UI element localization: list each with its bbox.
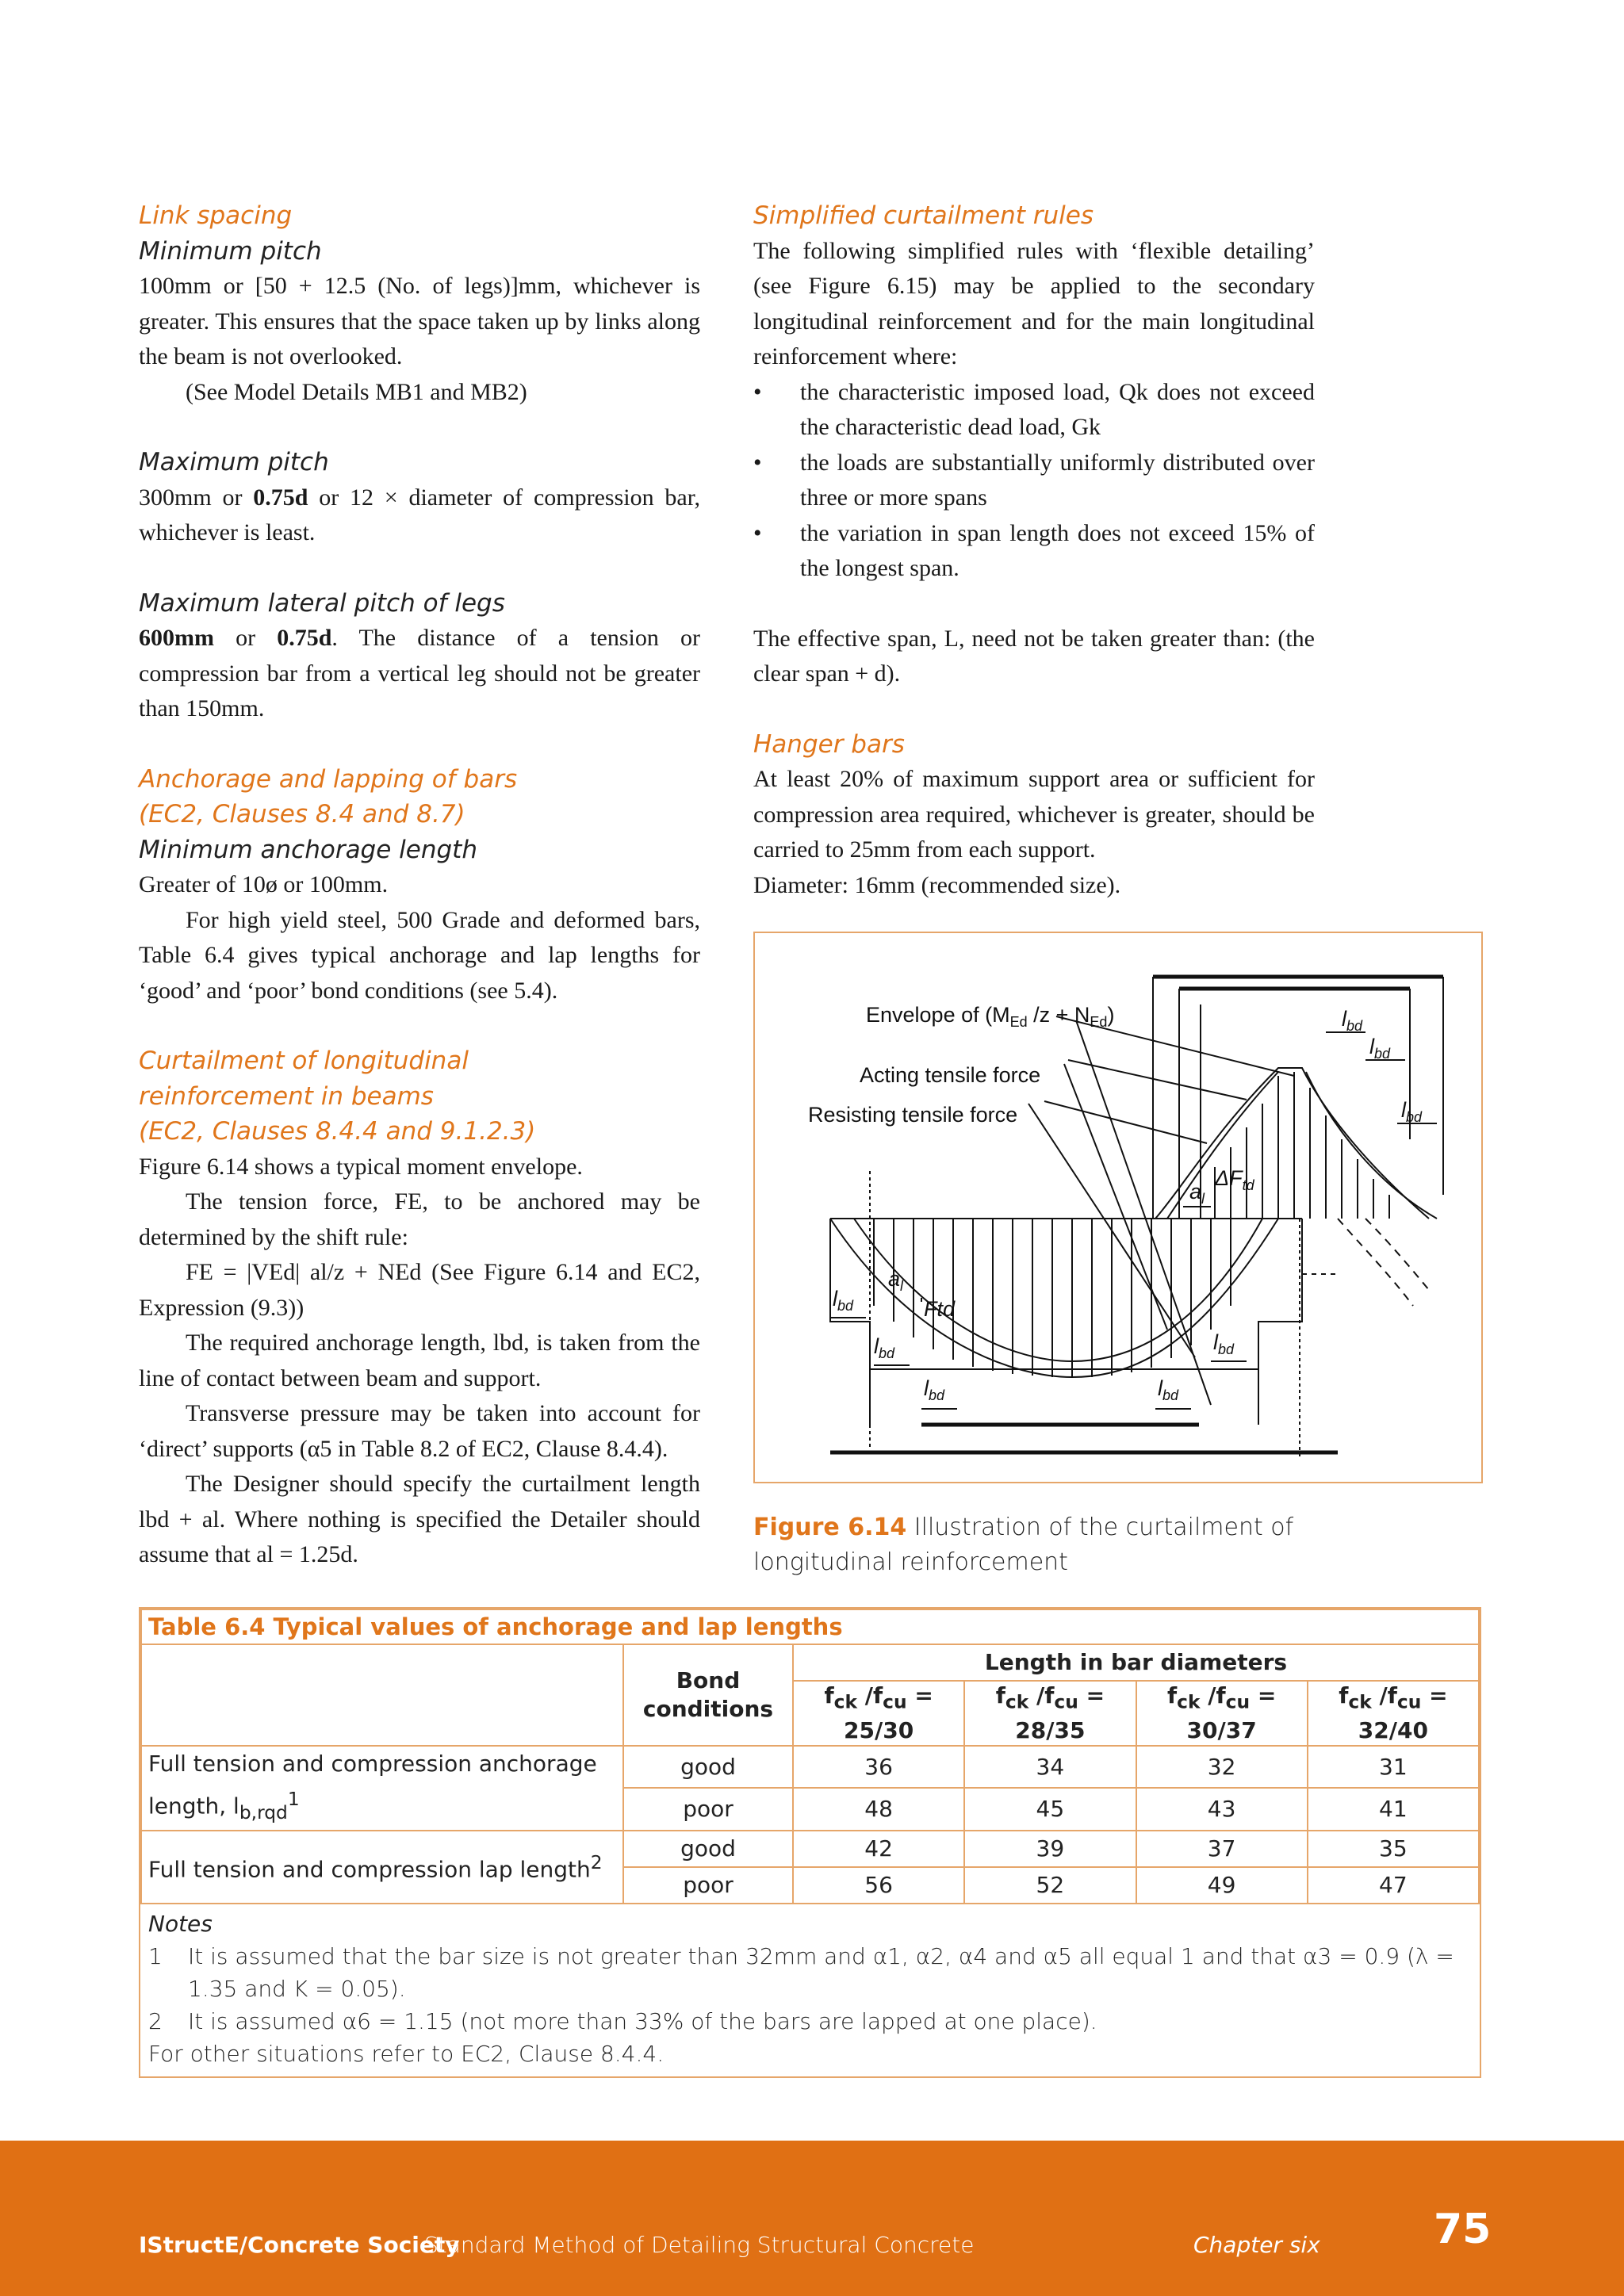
shift-rule-formula: FE = |VEd| al/z + NEd (See Figure 6.14 and EC2, Expression (9.3)) [139,1259,700,1321]
envelope-label: Envelope of ($M_{Ed}$ $/z + N_{Ed}$) [866,1003,1115,1030]
anchorage-heading-2: (EC2, Clauses 8.4 and 8.7) [139,800,465,828]
conditions-list [753,375,1315,587]
min-pitch-text: 100mm or [50 + 12.5 (No. of legs)]mm, whichever is greater. This ensures that the space taken up by links along the beam is not overlooked. [139,273,700,369]
grade-header: $f_{ck}$ $/f_{cu}$ = 28/35 [964,1681,1136,1746]
al-label: $a_l$ [888,1267,904,1294]
max-lateral-heading: Maximum lateral pitch of legs [139,588,505,618]
row-label: Full tension and compression anchorage length, $l_{b,rqd}^1$ [141,1746,623,1831]
table-notes: Notes 1 It is assumed that the bar size is not greater than 32mm and α1, α2, α4 and α5 all equal 1 and that α3 = 0.9 (λ = 1.35 and K = 0.05). 2 It is assumed α6 = 1.15 (not more than 33% of the bars are lapped at one place). For other situations refer to EC2, Clause 8.4.4. [148,1910,1454,2067]
length-header: Length in bar diameters [793,1644,1479,1681]
figure-caption: Figure 6.14 Illustration of the curtailment of longitudinal reinforcement [753,1513,1294,1576]
effective-span-text: The effective span, L, need not be taken greater than: (the clear span + d). [753,625,1315,687]
footer-org: IStructE/Concrete Society [139,2232,460,2258]
figure-6-14 [753,932,1483,1483]
figure-shows-text: Figure 6.14 shows a typical moment envelope. [139,1153,583,1180]
curtailment-heading-3: (EC2, Clauses 8.4.4 and 9.1.2.3) [139,1117,536,1146]
table-row: poor 56 52 49 47 [141,1867,1479,1904]
min-anchorage-text: Greater of 10ø or 100mm. [139,871,389,897]
transverse-pressure-text: Transverse pressure may be taken into account for ‘direct’ supports (α5 in Table 8.2 of EC2, Clause 8.4.4). [139,1400,700,1462]
designer-text: The Designer should specify the curtailment length lbd + al. Where nothing is specified the Detailer should assume that al = 1.25d. [139,1471,700,1567]
lbd-label: $l_{bd}$ [1401,1098,1423,1125]
al-label: $a_l$ [1189,1180,1205,1207]
min-pitch-heading: Minimum pitch [139,236,322,266]
bond-header: Bond conditions [623,1644,793,1746]
curtailment-heading-1: Curtailment of longitudinal [139,1047,469,1075]
table-row: poor 48 45 43 41 [141,1788,1479,1830]
left-column [139,198,700,1573]
table-row: Full tension and compression lap length$^2$ good 42 39 37 35 [141,1831,1479,1867]
delta-ftd-label: $\Delta F_{td}$ [1215,1166,1254,1193]
min-anchorage-heading: Minimum anchorage length [139,835,477,864]
list-item: • the characteristic imposed load, Qk does not exceed the characteristic dead load, Gk [753,375,1315,446]
lbd-label: $l_{bd}$ [924,1376,945,1403]
grade-header: $f_{ck}$ $/f_{cu}$ = 32/40 [1308,1681,1479,1746]
lbd-label: $l_{bd}$ [1342,1007,1363,1034]
tension-force-text: The tension force, FE, to be anchored may be determined by the shift rule: [139,1188,700,1250]
lbd-label: $l_{bd}$ [833,1287,854,1314]
grade-header: $f_{ck}$ $/f_{cu}$ = 30/37 [1136,1681,1308,1746]
lbd-label: $l_{bd}$ [874,1334,895,1361]
curtailment-diagram [755,933,1481,1482]
ftd-label: Ftd [924,1297,956,1321]
link-spacing-heading: Link spacing [139,201,293,230]
hanger-text: At least 20% of maximum support area or sufficient for compression area required, whichever is greater, should be carried to 25mm from each support. [753,766,1315,863]
table-title: Table 6.4 Typical values of anchorage and lap lengths [141,1609,1479,1644]
required-anchorage-text: The required anchorage length, lbd, is taken from the line of contact between beam and support. [139,1330,700,1391]
footer-book-title: Standard Method of Detailing Structural Concrete [424,2232,975,2258]
row-label: Full tension and compression lap length$^2$ [141,1831,623,1904]
lbd-label: $l_{bd}$ [1213,1330,1235,1357]
footer-chapter: Chapter six [1193,2232,1320,2258]
list-item: • the variation in span length does not exceed 15% of the longest span. [753,516,1315,587]
table-6-4 [139,1607,1481,2078]
hanger-bars-heading: Hanger bars [753,729,905,759]
table-row: Full tension and compression anchorage length, $l_{b,rqd}^1$ good 36 34 32 31 [141,1746,1479,1788]
anchorage-heading-1: Anchorage and lapping of bars [139,764,518,794]
simplified-heading: Simplified curtailment rules [753,201,1094,230]
max-pitch-text: 300mm or 0.75d or 12 × diameter of compression bar, whichever is least. [139,484,700,545]
hanger-diameter: Diameter: 16mm (recommended size). [753,871,1121,898]
acting-tensile-label: Acting tensile force [860,1063,1041,1087]
max-pitch-heading: Maximum pitch [139,448,329,476]
lbd-label: $l_{bd}$ [1158,1376,1179,1403]
list-item: • the loads are substantially uniformly distributed over three or more spans [753,446,1315,516]
right-column [753,198,1315,903]
page-footer [0,2141,1624,2296]
page-number: 75 [1434,2206,1492,2253]
grade-header: $f_{ck}$ $/f_{cu}$ = 25/30 [793,1681,964,1746]
max-lateral-text: 600mm or 0.75d. The distance of a tension or compression bar from a vertical leg should not be greater than 150mm. [139,625,700,721]
simplified-intro: The following simplified rules with ‘flexible detailing’ (see Figure 6.15) may be applied to the secondary longitudinal reinforcement and for the main longitudinal reinforcement where: [753,237,1315,369]
curtailment-heading-2: reinforcement in beams [139,1081,434,1111]
lbd-label: $l_{bd}$ [1369,1035,1391,1062]
high-yield-text: For high yield steel, 500 Grade and deformed bars, Table 6.4 gives typical anchorage and lap lengths for ‘good’ and ‘poor’ bond conditions (see 5.4). [139,906,700,1004]
min-pitch-ref: (See Model Details MB1 and MB2) [186,378,527,405]
resisting-tensile-label: Resisting tensile force [808,1103,1018,1127]
